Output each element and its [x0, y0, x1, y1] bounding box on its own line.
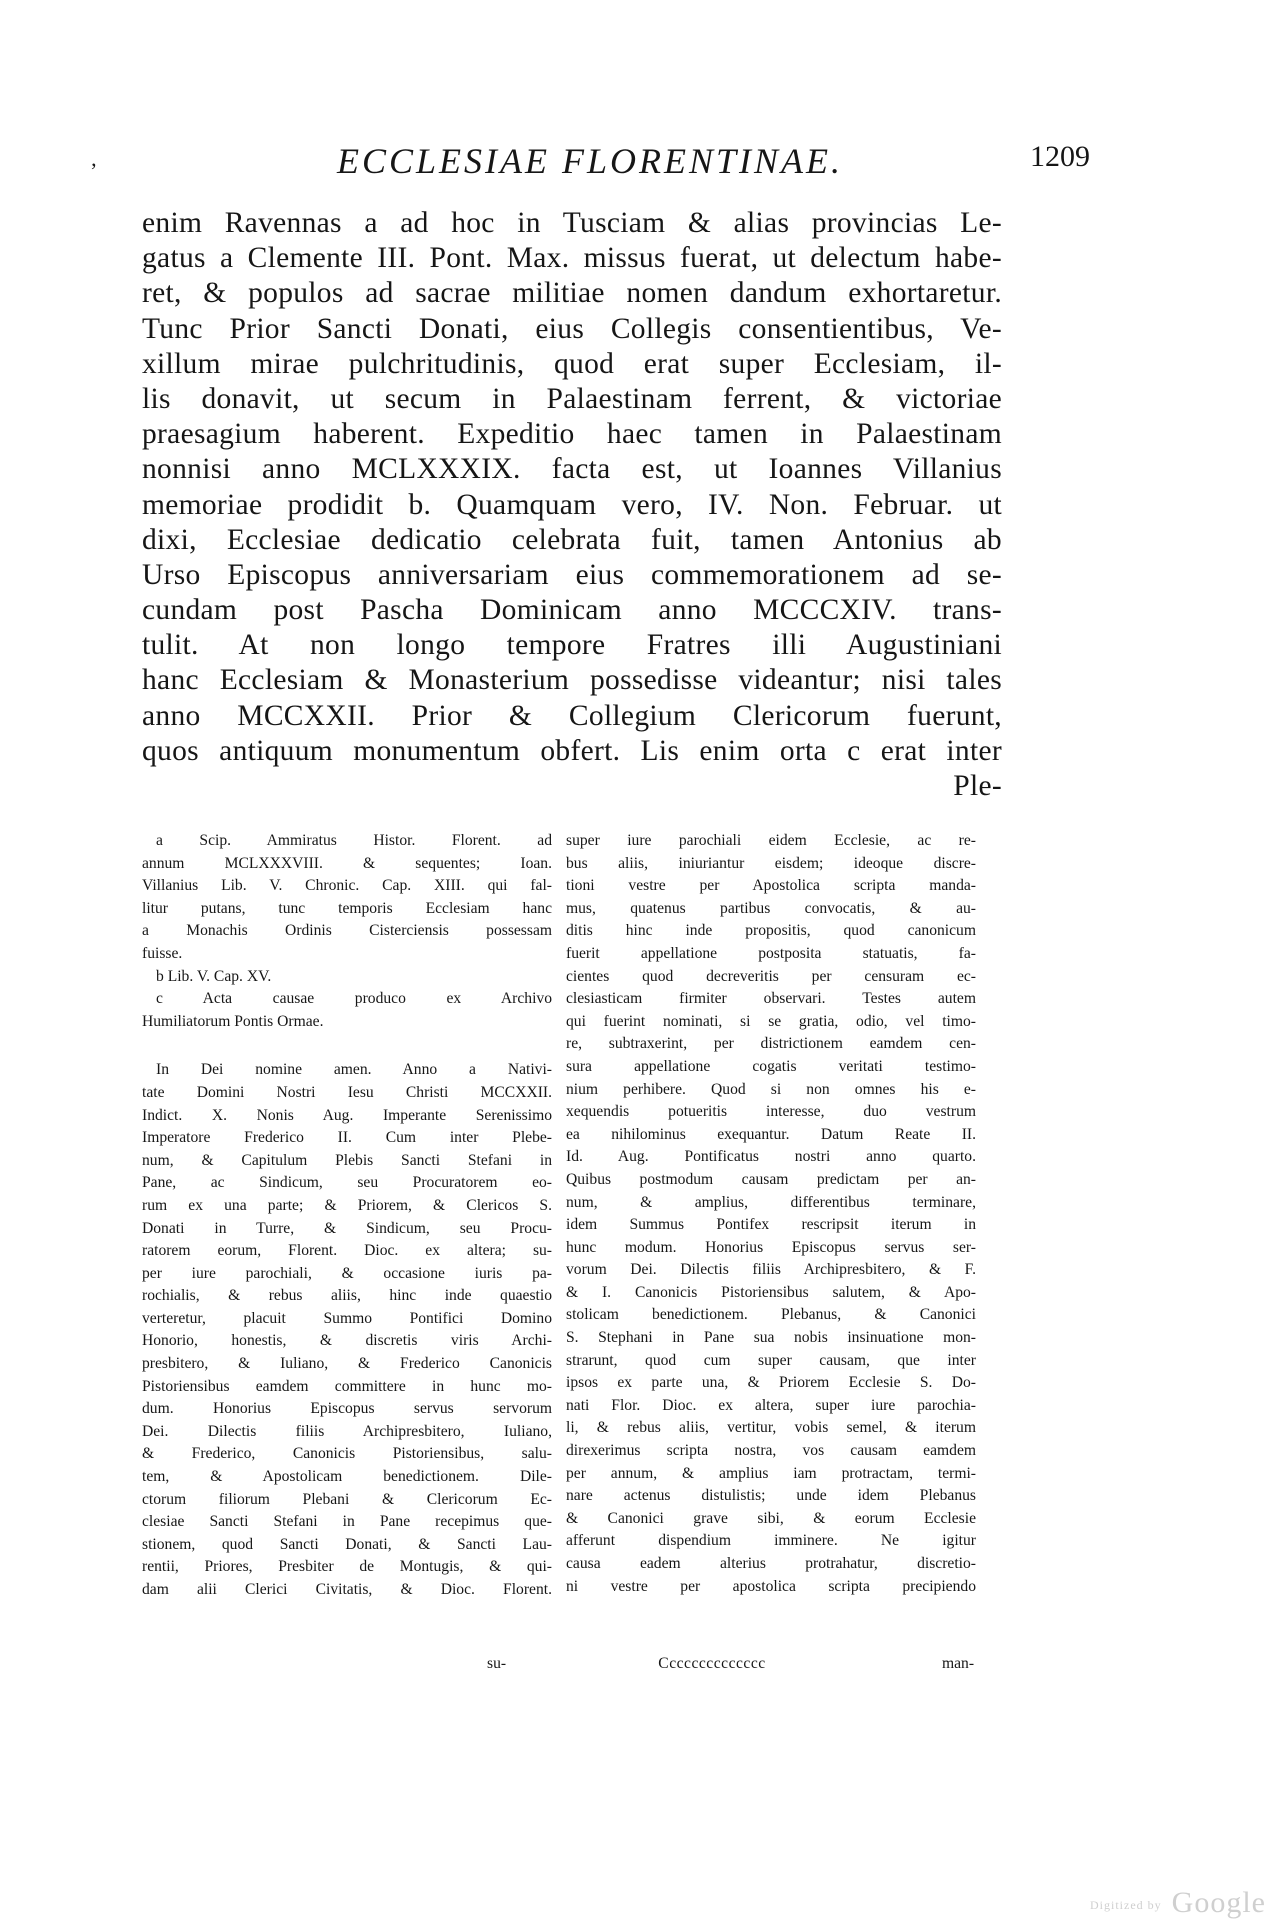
footnote-line: xequendis potueritis interesse, duo vestrum: [566, 1103, 976, 1121]
footnote-line: ctorum filiorum Plebani & Clericorum Ec-: [142, 1490, 552, 1508]
running-title: ECCLESIAE FLORENTINAE.: [337, 141, 843, 181]
footnote-line: annum MCLXXXVIII. & sequentes; Ioan.: [142, 854, 552, 872]
footnote-line: stionem, quod Sancti Donati, & Sancti Lau-: [142, 1535, 552, 1553]
footnote-line: litur putans, tunc temporis Ecclesiam hanc: [142, 899, 552, 917]
footnote-line: In Dei nomine amen. Anno a Nativi-: [156, 1061, 552, 1079]
footnote-line: cientes quod decreveritis per censuram ec-: [566, 967, 976, 985]
footnote-line: c Acta causae produco ex Archivo: [156, 990, 552, 1008]
footnote-line: Villanius Lib. V. Chronic. Cap. XIII. qui fal-: [142, 877, 552, 895]
footnotes: [142, 830, 1002, 1830]
watermark-brand: Google: [1171, 1886, 1266, 1919]
text-line: xillum mirae pulchritudinis, quod erat super Ecclesiam, il-: [142, 347, 1002, 380]
text-line: ret, & populos ad sacrae militiae nomen dandum exhortaretur.: [142, 277, 1002, 310]
catchwords: [142, 1655, 1002, 1679]
footnote-line: direxerimus scripta nostra, vos causam eamdem: [566, 1442, 976, 1460]
footnote-line: verteretur, placuit Summo Pontifici Domino: [142, 1309, 552, 1327]
text-line: anno MCCXXII. Prior & Collegium Clericorum fuerunt,: [142, 699, 1002, 732]
footnote-line: ea nihilominus exequantur. Datum Reate II.: [566, 1125, 976, 1143]
footnote-line: vorum Dei. Dilectis filiis Archipresbitero, & F.: [566, 1261, 976, 1279]
text-line: praesagium haberent. Expeditio haec tamen in Palaestinam: [142, 418, 1002, 451]
footnote-line: dum. Honorius Episcopus servus servorum: [142, 1400, 552, 1418]
text-line: Urso Episcopus anniversariam eius commemorationem ad se-: [142, 558, 1002, 591]
text-line: quos antiquum monumentum obfert. Lis enim orta c erat inter: [142, 734, 1002, 767]
footnote-line: ipsos ex parte una, & Priorem Ecclesie S. Do-: [566, 1374, 976, 1392]
footnote-line: super iure parochiali eidem Ecclesie, ac re-: [566, 832, 976, 849]
footnote-line: stolicam benedictionem. Plebanus, & Canonici: [566, 1306, 976, 1324]
page-number: 1209: [1030, 140, 1090, 173]
main-text: [142, 206, 1002, 804]
footnote-line: rochialis, & rebus aliis, hinc inde quaestio: [142, 1287, 552, 1305]
footnote-line: ratorem eorum, Florent. Dioc. ex altera; su-: [142, 1242, 552, 1260]
text-line-catchword: Ple-: [953, 770, 1002, 802]
footnote-line: a Scip. Ammiratus Histor. Florent. ad: [156, 832, 552, 849]
text-line: memoriae prodidit b. Quamquam vero, IV. Non. Februar. ut: [142, 488, 1002, 521]
footnote-line: sura appellatione cogatis veritati testimo-: [566, 1057, 976, 1075]
text-line: hanc Ecclesiam & Monasterium possedisse videantur; nisi tales: [142, 664, 1002, 697]
footnote-line: fuisse.: [142, 944, 183, 962]
footnote-line: rentii, Priores, Presbiter de Montugis, & qui-: [142, 1558, 552, 1576]
digitized-watermark: [1090, 1886, 1266, 1920]
text-line: nonnisi anno MCLXXXIX. facta est, ut Ioannes Villanius: [142, 453, 1002, 486]
footnote-line: clesiasticam firmiter observari. Testes autem: [566, 990, 976, 1008]
footnote-line: Indict. X. Nonis Aug. Imperante Serenissimo: [142, 1106, 552, 1124]
footnote-line: Honorio, honestis, & discretis viris Archi-: [142, 1332, 552, 1350]
text-line: lis donavit, ut secum in Palaestinam ferrent, & victoriae: [142, 382, 1002, 415]
footnote-column-left: [142, 830, 552, 1602]
footnote-line: Quibus postmodum causam predictam per an-: [566, 1170, 976, 1188]
footnote-line: mus, quatenus partibus convocatis, & au-: [566, 899, 976, 917]
footnote-line: & I. Canonicis Pistoriensibus salutem, & Apo-: [566, 1283, 976, 1301]
catchword-right: man-: [942, 1655, 975, 1672]
footnote-line: tate Domini Nostri Iesu Christi MCCXXII.: [142, 1083, 552, 1101]
catchword-left: su-: [487, 1655, 507, 1672]
footnote-line: causa eadem alterius protrahatur, discretio-: [566, 1555, 976, 1572]
footnote-line: nium perhibere. Quod si non omnes his e-: [566, 1080, 976, 1098]
footnote-line: Pane, ac Sindicum, seu Procuratorem eo-: [142, 1174, 552, 1192]
footnote-line: bus aliis, iniuriantur eisdem; ideoque discre-: [566, 854, 976, 872]
footnote-line: fuerit appellatione postposita statuatis, fa-: [566, 944, 976, 962]
footnote-line: ni vestre per apostolica scripta precipiendo: [566, 1577, 976, 1595]
footnote-line: li, & rebus aliis, vertitur, vobis semel, & iterum: [566, 1419, 976, 1437]
text-line: tulit. At non longo tempore Fratres illi Augustiniani: [142, 629, 1002, 662]
footnote-line: Imperatore Frederico II. Cum inter Plebe-: [142, 1129, 552, 1147]
footnote-line: num, & amplius, differentibus terminare,: [566, 1193, 976, 1211]
footnote-line: per iure parochiali, & occasione iuris pa-: [142, 1264, 552, 1282]
footnote-line: Dei. Dilectis filiis Archipresbitero, Iuliano,: [142, 1422, 552, 1440]
footnote-line: strarunt, quod cum super causam, que inter: [566, 1351, 976, 1369]
page-header: [90, 140, 1090, 190]
footnote-line: tem, & Apostolicam benedictionem. Dile-: [142, 1468, 552, 1486]
footnote-line: tioni vestre per Apostolica scripta manda-: [566, 877, 976, 895]
footnote-line: rum ex una parte; & Priorem, & Clericos S.: [142, 1196, 552, 1214]
footnote-line: Humiliatorum Pontis Ormae.: [142, 1012, 324, 1030]
footnote-line: presbitero, & Iuliano, & Frederico Canonicis: [142, 1355, 552, 1373]
footnote-line: hunc modum. Honorius Episcopus servus ser-: [566, 1238, 976, 1256]
footnote-line: dam alii Clerici Civitatis, & Dioc. Florent.: [142, 1581, 552, 1598]
footnote-line: & Canonici grave sibi, & eorum Ecclesie: [566, 1509, 976, 1527]
text-line: dixi, Ecclesiae dedicatio celebrata fuit, tamen Antonius ab: [142, 523, 1002, 556]
footnote-line: ditis hinc inde propositis, quod canonicum: [566, 922, 976, 940]
footnote-line: per annum, & amplius iam protractam, termi-: [566, 1464, 976, 1482]
margin-mark: ’: [90, 158, 98, 183]
footnote-line: re, subtraxerint, per districtionem eamdem cen-: [566, 1035, 976, 1053]
footnote-line: & Frederico, Canonicis Pistoriensibus, salu-: [142, 1445, 552, 1463]
spacer: [142, 1033, 552, 1059]
footnote-line: S. Stephani in Pane sua nobis insinuatione mon-: [566, 1329, 976, 1347]
footnote-column-right: [566, 830, 976, 1598]
footnote-line: clesiae Sancti Stefani in Pane recepimus que-: [142, 1513, 552, 1531]
footnote-line: nati Flor. Dioc. ex altera, super iure parochia-: [566, 1396, 976, 1414]
footnote-line: Id. Aug. Pontificatus nostri anno quarto.: [566, 1148, 976, 1166]
footnote-line: Donati in Turre, & Sindicum, seu Procu-: [142, 1219, 552, 1237]
footnote-line: Pistoriensibus eamdem committere in hunc mo-: [142, 1377, 552, 1395]
footnote-line: b Lib. V. Cap. XV.: [156, 967, 272, 985]
text-line: cundam post Pascha Dominicam anno MCCCXIV. trans-: [142, 594, 1002, 627]
footnote-line: nare actenus distulistis; unde idem Plebanus: [566, 1487, 976, 1505]
text-line: enim Ravennas a ad hoc in Tusciam & alias provincias Le-: [142, 207, 1002, 239]
footnote-line: idem Summus Pontifex rescripsit iterum in: [566, 1216, 976, 1234]
text-line: gatus a Clemente III. Pont. Max. missus fuerat, ut delectum habe-: [142, 242, 1002, 275]
watermark-prefix: Digitized by: [1090, 1897, 1162, 1912]
footnote-line: a Monachis Ordinis Cisterciensis possessam: [142, 922, 552, 940]
footnote-line: num, & Capitulum Plebis Sancti Stefani in: [142, 1151, 552, 1169]
text-line: Tunc Prior Sancti Donati, eius Collegis consentientibus, Ve-: [142, 312, 1002, 345]
signature-mark: Cccccccccccccc: [658, 1655, 766, 1672]
footnote-line: afferunt dispendium imminere. Ne igitur: [566, 1532, 976, 1550]
footnote-line: qui fuerint nominati, si se gratia, odio, vel timo-: [566, 1012, 976, 1030]
